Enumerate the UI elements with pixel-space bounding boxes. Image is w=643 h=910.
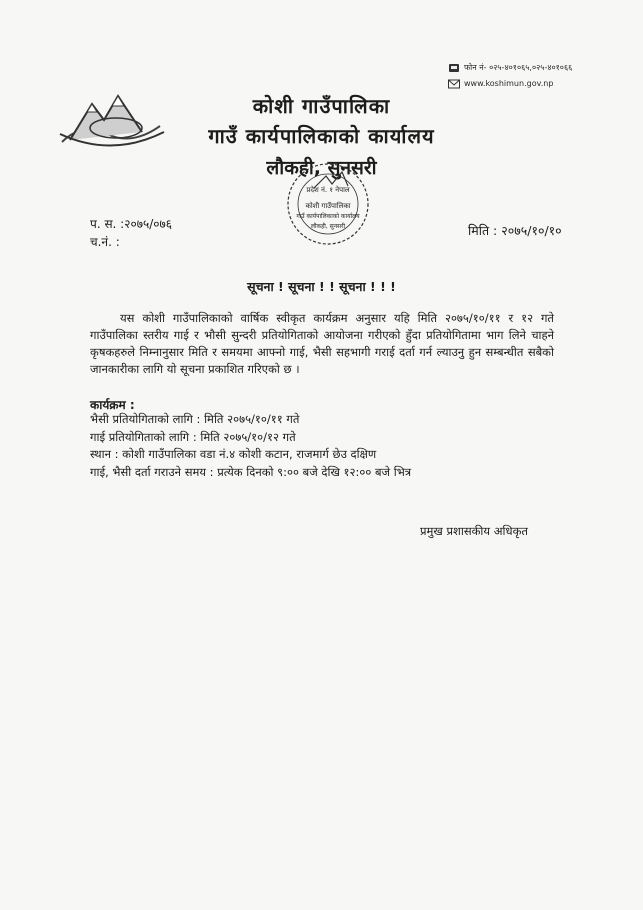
notice-heading: सूचना ! सूचना ! ! सूचना ! ! ! <box>247 279 396 294</box>
reference-block <box>90 215 172 251</box>
program-list <box>90 411 411 481</box>
program-line: भैसी प्रतियोगिताको लागि : मिति २०७५/१०/११ गते <box>90 412 300 426</box>
program-line: स्थान : कोशी गाउँपालिका वडा नं.४ कोशी कटान, राजमार्ग छेउ दक्षिण <box>90 447 377 461</box>
contact-block <box>448 60 572 92</box>
envelope-icon <box>448 79 460 89</box>
signatory-title: प्रमुख प्रशासकीय अधिकृत <box>420 524 528 538</box>
phone-text: फोन नं- ०२५-४०१०६५,०२५-४०१०६६ <box>464 63 573 72</box>
program-line: गाई प्रतियोगिताको लागि : मिति २०७५/१०/१२ गते <box>90 429 296 444</box>
office-name: गाउँ कार्यपालिकाको कार्यालय <box>208 124 435 148</box>
official-stamp <box>274 158 380 250</box>
stamp-line1: कोशी गाउँपालिका <box>305 202 351 210</box>
stamp-line2: गाउँ कार्यपालिकाको कार्यालय <box>296 213 360 220</box>
body-text: यस कोशी गाउँपालिकाको वार्षिक स्वीकृत कार्यक्रम अनुसार यहि मिति २०७५/१०/११ र १२ गते गाउँपालिका स्तरीय गाई र भौसी सुन्दरी प्रतियोगिताको आयोजना गरीएको हुँदा प्रतियोगितामा भाग लिने चाहने कृषकहरुले निम्नानुसार मिति र समयमा आफ्नो गाई, भैसी सहभागी गराई दर्ता गर्न ल्याउनु हुन सम्बन्धीत सबैको जानकारीका लागि यो सूचना प्रकाशित गरिएको छ । <box>90 311 554 376</box>
program-heading: कार्यक्रम : <box>90 398 135 412</box>
stamp-line3: लौकही, सुनसरी <box>310 223 346 230</box>
body-paragraph <box>90 310 554 378</box>
org-name: कोशी गाउँपालिका <box>252 94 391 118</box>
location: लौकही, सुनसरी <box>266 157 377 179</box>
ref-number: प. स. :२०७५/०७६ <box>90 217 172 231</box>
website-text: www.koshimun.gov.np <box>464 79 554 88</box>
phone-icon <box>448 63 460 73</box>
stamp-top: प्रदेश नं. १ नेपाल <box>306 186 350 194</box>
dispatch-number: च.नं. : <box>90 235 120 249</box>
letter-date: मिति : २०७५/१०/१० <box>468 223 562 238</box>
program-line: गाई, भैसी दर्ता गराउने समय : प्रत्येक दिनको ९:०० बजे देखि १२:०० बजे भित्र <box>90 464 412 479</box>
